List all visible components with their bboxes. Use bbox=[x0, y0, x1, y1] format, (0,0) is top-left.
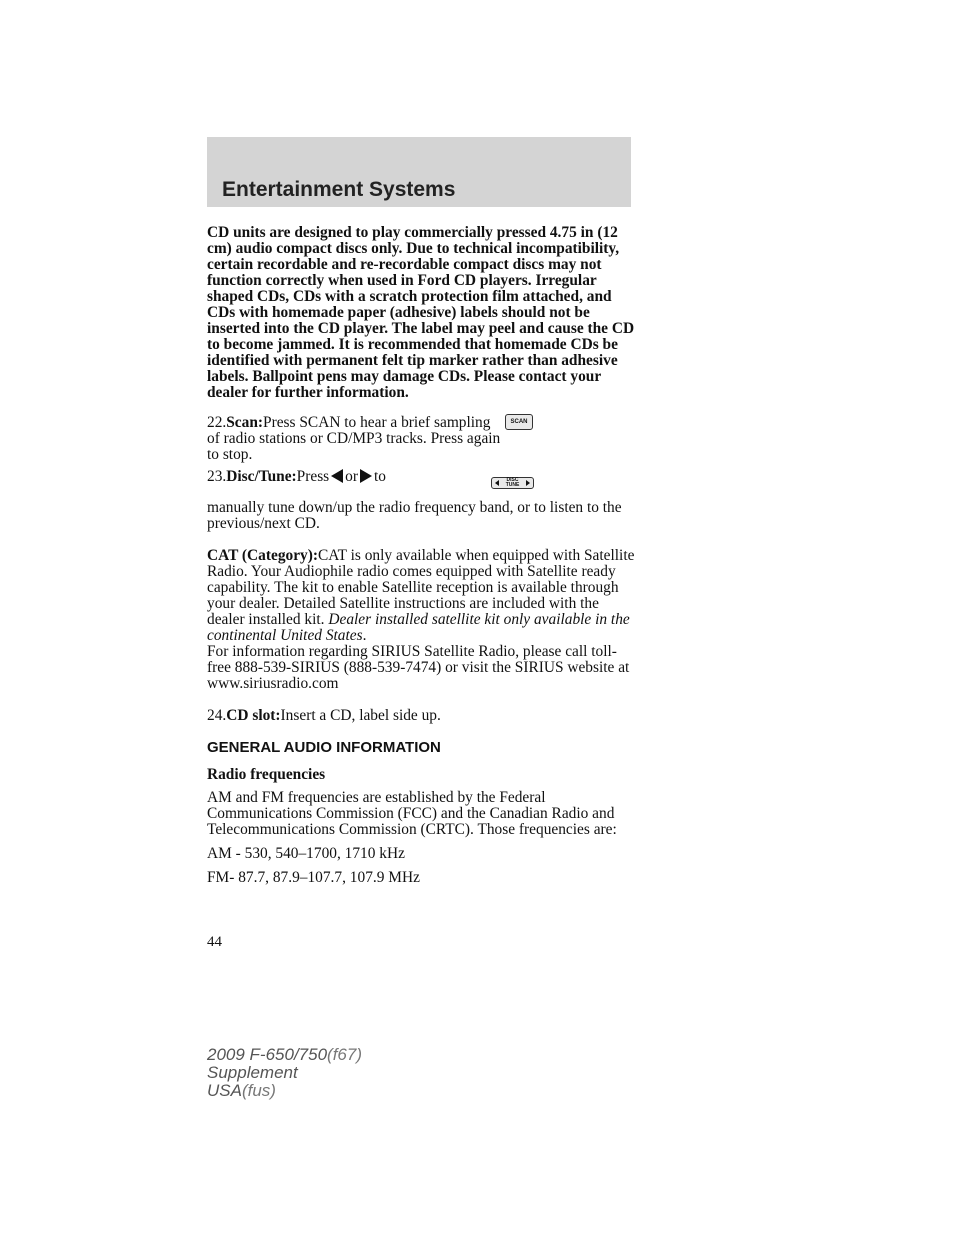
item-22-scan bbox=[207, 415, 507, 463]
footer-model-info: 2009 F-650/750(f67) Supplement USA(fus) bbox=[207, 1045, 363, 1100]
item-label: Scan: bbox=[226, 414, 264, 431]
cat-italic-note: Dealer installed satellite kit only available in the continental United States bbox=[207, 611, 630, 644]
item-label: CD slot: bbox=[226, 707, 281, 724]
to-text: to bbox=[374, 468, 386, 485]
item-number: 24. bbox=[207, 707, 227, 724]
item-text: Insert a CD, label side up. bbox=[280, 707, 441, 724]
cat-label: CAT (Category): bbox=[207, 547, 318, 564]
item-label: Disc/Tune: bbox=[226, 468, 297, 485]
disc-tune-button-icon: DISC TUNE bbox=[491, 477, 534, 489]
press-text: Press bbox=[296, 468, 330, 485]
scan-button-icon: SCAN bbox=[505, 414, 533, 430]
item-number: 22. bbox=[207, 414, 227, 431]
section-heading: GENERAL AUDIO INFORMATION bbox=[207, 739, 441, 756]
seek-right-icon bbox=[360, 469, 372, 483]
page-number: 44 bbox=[207, 934, 222, 950]
cat-category-paragraph: CAT (Category):CAT is only available when equipped with Satellite Radio. Your Audiophile radio comes equipped with Satellite ready capability. The kit to enable Satellite reception is available through your dealer. Detailed Satellite instructions are included with the dealer installed kit. Dealer installed satellite kit only available in the continental United States. bbox=[207, 547, 635, 644]
cd-warning-paragraph: CD units are designed to play commercially pressed 4.75 in (12 cm) audio compact discs only. Due to technical incompatibility, certain recordable and re-recordable compact discs may not function correctly when used in Ford CD players. Irregular shaped CDs, CDs with a scratch protection film attached, and CDs with homemade paper (adhesive) labels should not be inserted into the CD player. The label may peel and cause the CD to become jammed. It is recommended that homemade CDs be identified with permanent felt tip marker rather than adhesive labels. Ballpoint pens may damage CDs. Please contact your dealer for further information. bbox=[207, 224, 635, 401]
item-text: Press SCAN to hear a brief sampling of radio stations or CD/MP3 tracks. Press again to stop. bbox=[207, 414, 501, 463]
item-23-disc-tune bbox=[207, 469, 507, 485]
page-title: Entertainment Systems bbox=[222, 178, 456, 201]
chevron-left-icon bbox=[495, 480, 499, 486]
item-number: 23. bbox=[207, 468, 227, 485]
radio-frequency-paragraph: AM and FM frequencies are established by the Federal Communications Commission (FCC) and the Canadian Radio and Telecommunications Commission (CRTC). Those frequencies are: bbox=[207, 789, 617, 838]
subheading: Radio frequencies bbox=[207, 766, 326, 783]
cat-text: CAT is only available when equipped with Satellite Radio. Your Audiophile radio comes equipped with Satellite ready capability. The kit to enable Satellite reception is available through your dealer. Detailed Satellite instructions are included with the dealer installed kit. bbox=[207, 547, 635, 628]
sirius-info-paragraph: For information regarding SIRIUS Satellite Radio, please call toll-free 888-539-SIRIUS (888-539-7474) or visit the SIRIUS website at www.siriusradio.com bbox=[207, 643, 630, 692]
am-frequencies: AM - 530, 540–1700, 1710 kHz bbox=[207, 845, 405, 862]
seek-left-icon bbox=[331, 469, 343, 483]
item-23-continuation: manually tune down/up the radio frequency band, or to listen to the previous/next CD. bbox=[207, 499, 622, 532]
fm-frequencies: FM- 87.7, 87.9–107.7, 107.9 MHz bbox=[207, 869, 420, 886]
chevron-right-icon bbox=[526, 480, 530, 486]
or-text: or bbox=[345, 468, 358, 485]
item-24-cd-slot bbox=[207, 708, 637, 724]
